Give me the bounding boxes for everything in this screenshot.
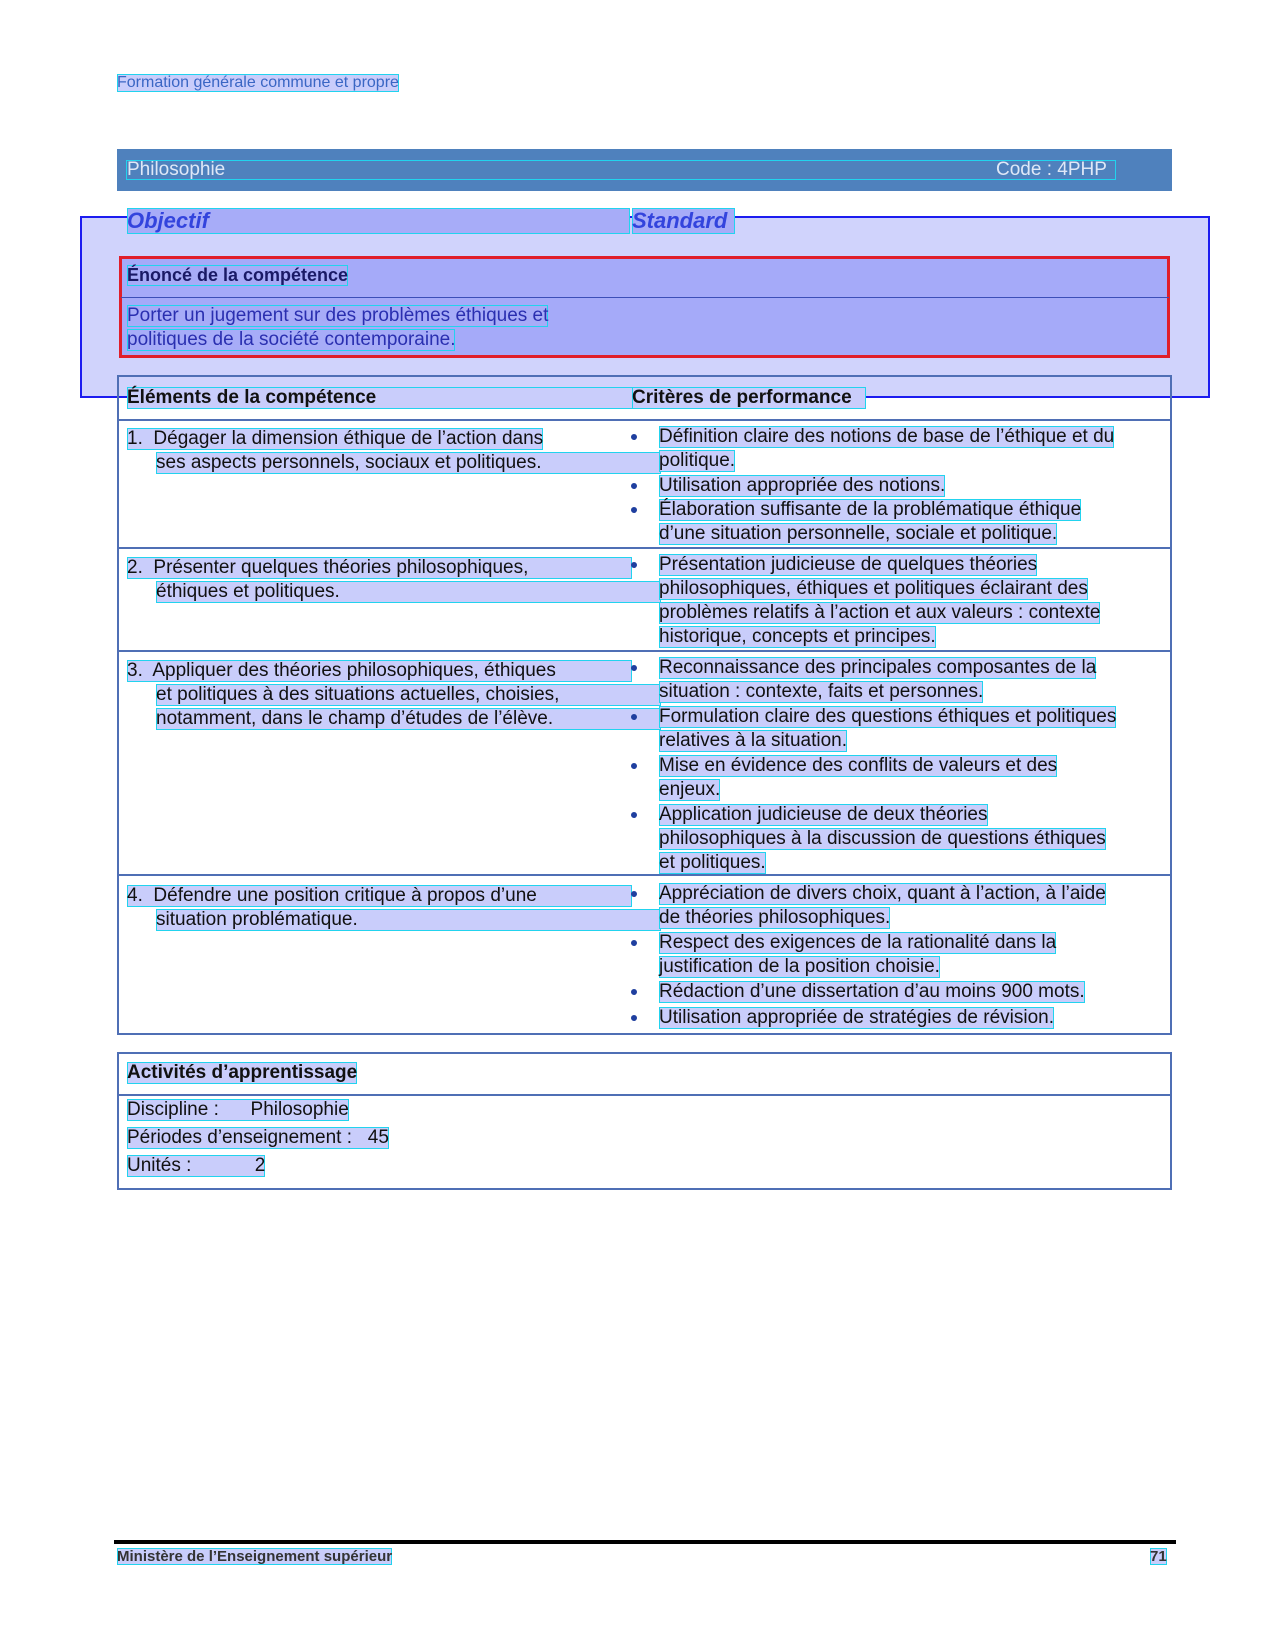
enonce-heading: Énoncé de la compétence	[127, 265, 349, 285]
criterion-1-1b: politique.	[659, 450, 736, 471]
course-code: Code : 4PHP	[996, 159, 1107, 180]
bullet	[631, 507, 637, 513]
criterion-1-3b: d’une situation personnelle, sociale et politique.	[659, 523, 1058, 544]
bullet	[631, 891, 637, 897]
bullet	[631, 763, 637, 769]
criterion-2-1b: philosophiques, éthiques et politiques éclairant des	[659, 578, 1088, 599]
criterion-3-4c: et politiques.	[659, 852, 766, 873]
criterion-3-3b: enjeux.	[659, 779, 721, 800]
criterion-2-1a: Présentation judicieuse de quelques théories	[659, 554, 1038, 575]
criterion-3-3a: Mise en évidence des conflits de valeurs et des	[659, 755, 1058, 776]
criterion-3-4b: philosophiques à la discussion de questions éthiques	[659, 828, 1106, 849]
enonce-text-line2: politiques de la société contemporaine.	[127, 329, 456, 350]
criterion-3-2b: relatives à la situation.	[659, 730, 847, 751]
criterion-2-1c: problèmes relatifs à l’action et aux valeurs : contexte	[659, 602, 1101, 623]
bullet	[631, 1015, 637, 1021]
criterion-1-1a: Définition claire des notions de base de l’éthique et du	[659, 426, 1115, 447]
page-number: 71	[1150, 1548, 1167, 1565]
bullet	[631, 562, 637, 568]
footer-ministry: Ministère de l’Enseignement supérieur	[117, 1548, 393, 1565]
element-2-line1: 2. Présenter quelques théories philosophiques,	[127, 557, 632, 579]
criterion-3-1a: Reconnaissance des principales composantes de la	[659, 657, 1097, 678]
bullet	[631, 989, 637, 995]
course-header-box	[126, 160, 1116, 180]
course-title: Philosophie	[127, 159, 226, 180]
criterion-2-1d: historique, concepts et principes.	[659, 626, 936, 647]
enonce-divider	[121, 297, 1169, 298]
criterion-3-1b: situation : contexte, faits et personnes.	[659, 681, 984, 702]
unites-line: Unités : 2	[127, 1155, 266, 1176]
col-header-criteres: Critères de performance	[632, 387, 866, 409]
footer-rule	[114, 1540, 1176, 1544]
element-4-line2: situation problématique.	[156, 909, 661, 931]
activites-heading: Activités d’apprentissage	[127, 1062, 358, 1083]
col-header-elements: Éléments de la compétence	[127, 387, 633, 409]
bullet	[631, 434, 637, 440]
enonce-text-line1: Porter un jugement sur des problèmes éthiques et	[127, 305, 549, 326]
criterion-4-2b: justification de la position choisie.	[659, 956, 940, 977]
bullet	[631, 714, 637, 720]
element-3-line2: et politiques à des situations actuelles, choisies,	[156, 684, 661, 706]
criterion-4-1b: de théories philosophiques.	[659, 907, 891, 928]
criterion-4-4: Utilisation appropriée de stratégies de révision.	[659, 1007, 1054, 1028]
discipline-line: Discipline : Philosophie	[127, 1099, 349, 1120]
criterion-4-2a: Respect des exigences de la rationalité dans la	[659, 932, 1057, 953]
element-1-line2: ses aspects personnels, sociaux et politiques.	[156, 452, 661, 474]
criterion-3-4a: Application judicieuse de deux théories	[659, 804, 988, 825]
element-3-line1: 3. Appliquer des théories philosophiques, éthiques	[127, 660, 632, 682]
element-3-line3: notamment, dans le champ d’études de l’élève.	[156, 708, 661, 730]
bullet	[631, 812, 637, 818]
element-2-line2: éthiques et politiques.	[156, 581, 661, 603]
element-4-line1: 4. Défendre une position critique à propos d’une	[127, 885, 632, 907]
bullet	[631, 665, 637, 671]
periodes-line: Périodes d’enseignement : 45	[127, 1127, 389, 1148]
criterion-4-1a: Appréciation de divers choix, quant à l’action, à l’aide	[659, 883, 1106, 904]
element-1-line1: 1. Dégager la dimension éthique de l’action dans	[127, 428, 544, 449]
bullet	[631, 940, 637, 946]
objectif-label: Objectif	[127, 208, 630, 234]
standard-label: Standard	[632, 208, 735, 234]
criterion-1-3a: Élaboration suffisante de la problématique éthique	[659, 499, 1082, 520]
criterion-4-3: Rédaction d’une dissertation d’au moins 900 mots.	[659, 981, 1085, 1002]
criterion-3-2a: Formulation claire des questions éthiques et politiques	[659, 706, 1117, 727]
bullet	[631, 483, 637, 489]
criterion-1-2: Utilisation appropriée des notions.	[659, 475, 946, 496]
document-section-label: Formation générale commune et propre	[117, 74, 399, 91]
